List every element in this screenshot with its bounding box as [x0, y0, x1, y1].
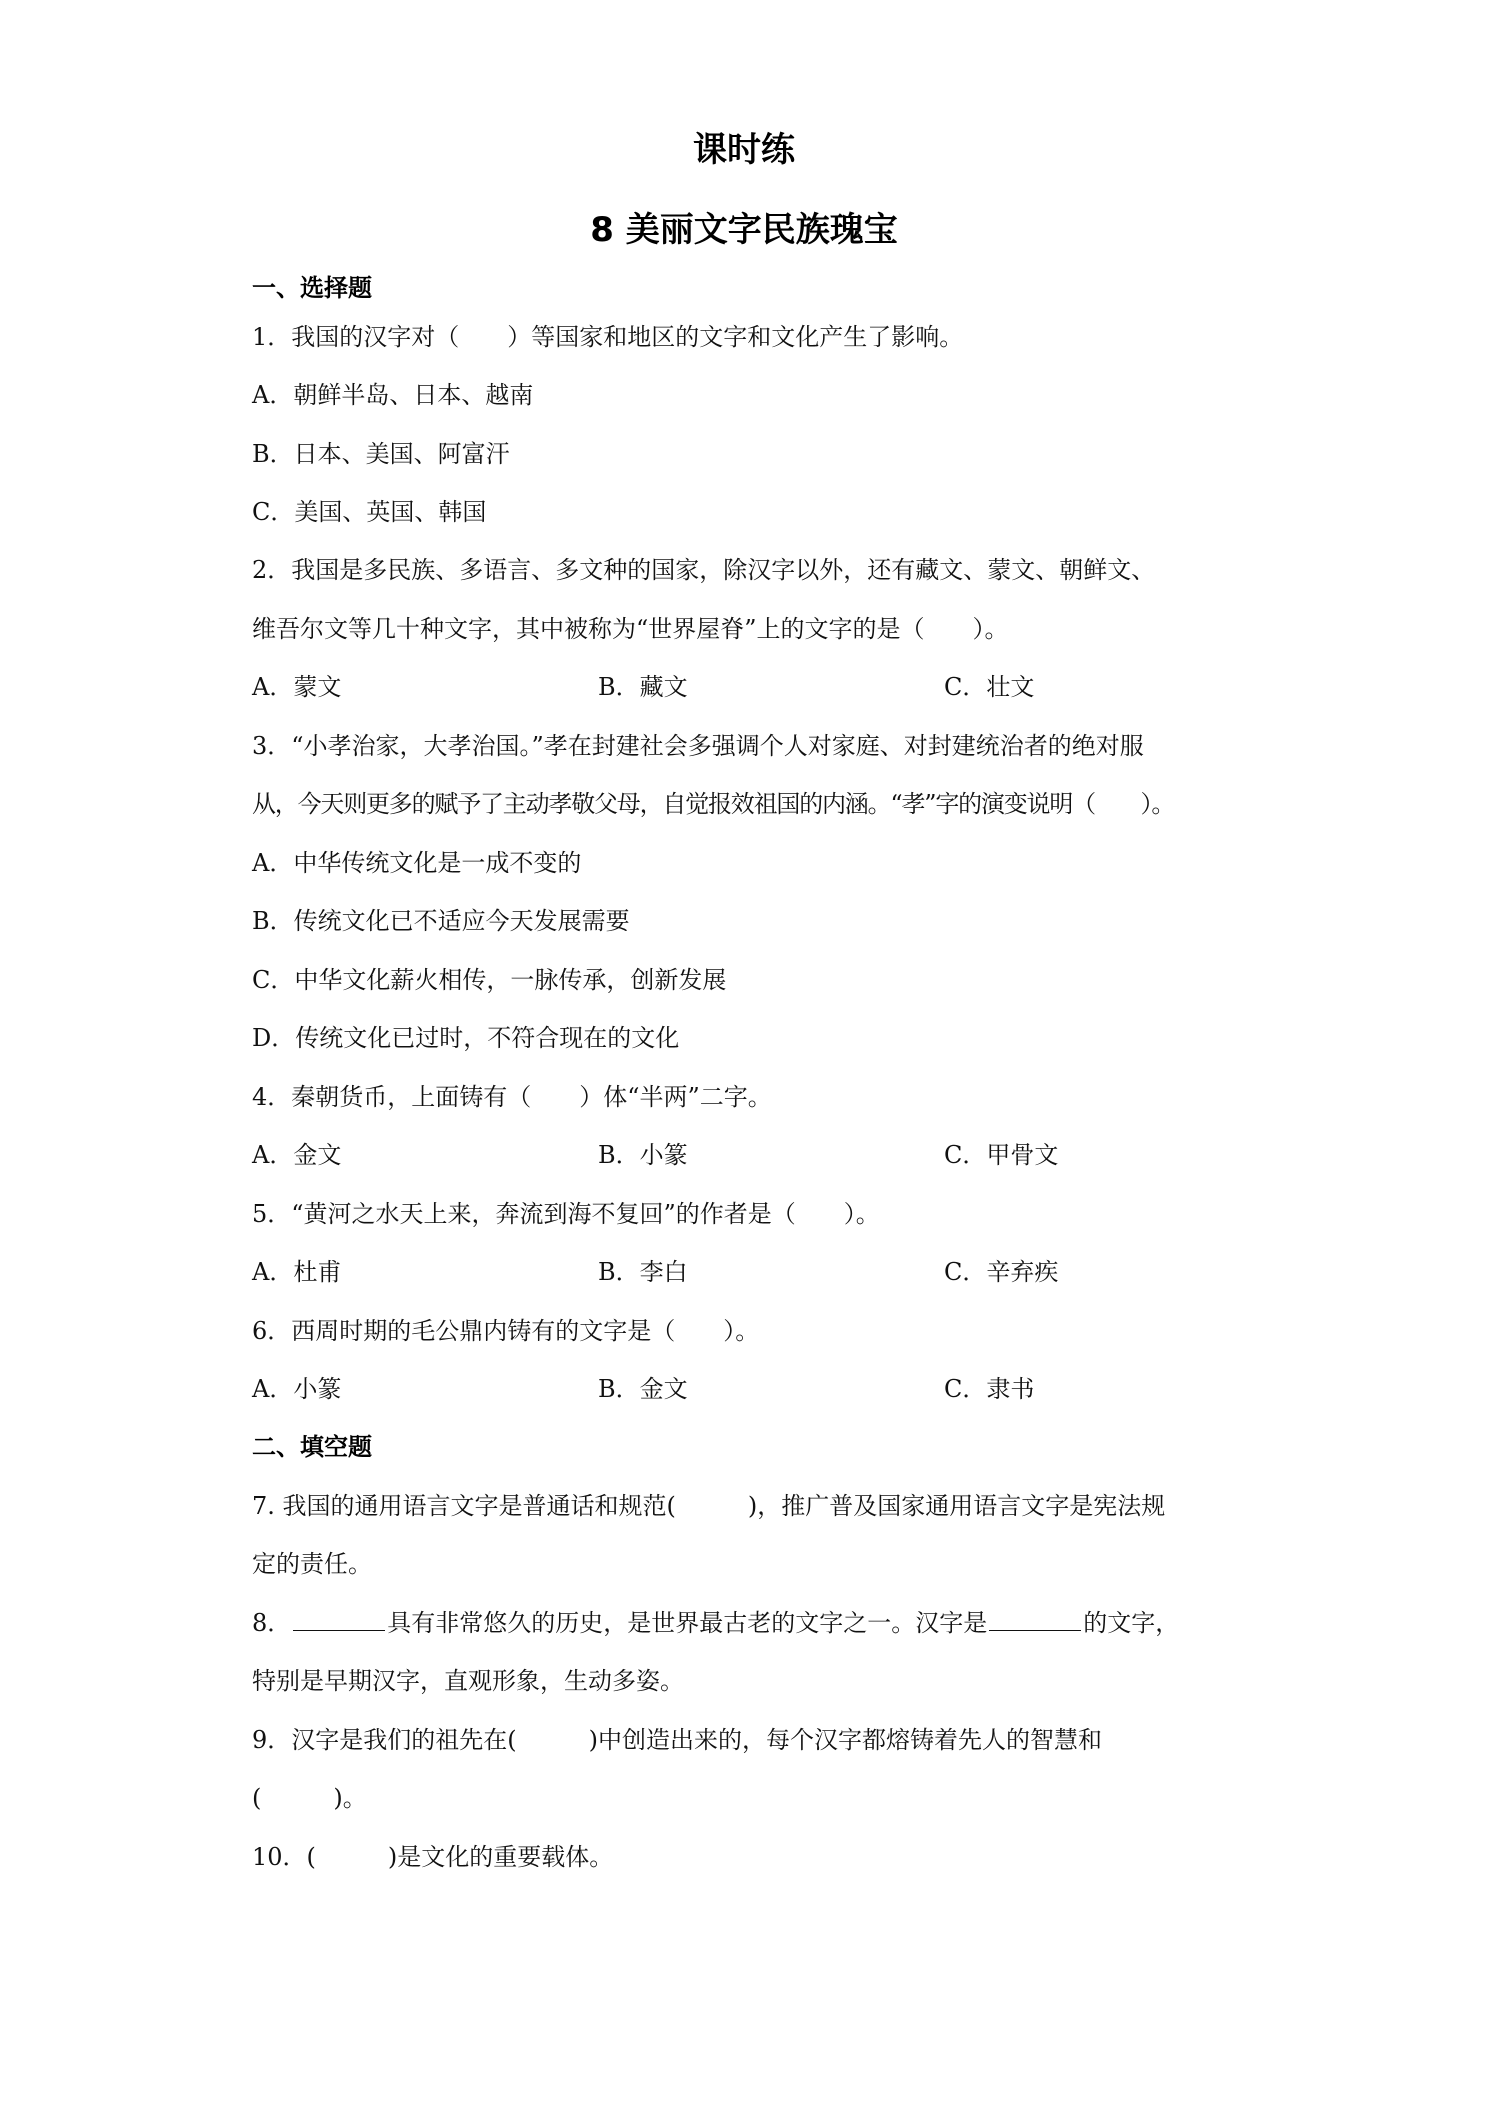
question-2-option-c: C．壮文: [944, 673, 1035, 701]
question-6-option-c: C．隶书: [944, 1375, 1035, 1403]
question-2-option-a: A．蒙文: [252, 673, 342, 701]
question-1-option-b: B．日本、美国、阿富汗: [252, 440, 510, 468]
question-3-option-a: A．中华传统文化是一成不变的: [252, 849, 582, 877]
question-8-number: 8．: [252, 1609, 292, 1637]
question-5-option-c: C．辛弃疾: [944, 1258, 1059, 1286]
question-2-line-1: 2．我国是多民族、多语言、多文种的国家，除汉字以外，还有藏文、蒙文、朝鲜文、: [252, 556, 1156, 584]
question-5-option-b: B．李白: [598, 1258, 688, 1286]
page-title: 课时练: [693, 130, 795, 170]
question-10: 10．( )是文化的重要载体。: [252, 1843, 614, 1871]
question-7-line-1: 7. 我国的通用语言文字是普通话和规范( )，推广普及国家通用语言文字是宪法规: [252, 1492, 1166, 1520]
question-8-text-middle: 具有非常悠久的历史，是世界最古老的文字之一。汉字是: [387, 1609, 988, 1637]
answer-blank[interactable]: [989, 1608, 1081, 1631]
question-6: 6．西周时期的毛公鼎内铸有的文字是（ ）。: [252, 1317, 760, 1345]
answer-blank[interactable]: [293, 1608, 385, 1631]
page-subtitle: 8 美丽文字民族瑰宝: [590, 210, 898, 250]
question-8-text-end: 的文字，: [1083, 1609, 1180, 1637]
question-8-line-1: [252, 1608, 1242, 1638]
question-5-option-a: A．杜甫: [252, 1258, 342, 1286]
question-3-option-d: D．传统文化已过时，不符合现在的文化: [252, 1024, 680, 1052]
question-1-option-c: C．美国、英国、韩国: [252, 498, 487, 526]
question-2-line-2: 维吾尔文等几十种文字，其中被称为“世界屋脊”上的文字的是（ ）。: [252, 615, 1009, 643]
question-3-option-b: B．传统文化已不适应今天发展需要: [252, 907, 630, 935]
question-4: 4．秦朝货币，上面铸有（ ）体“半两”二字。: [252, 1083, 772, 1111]
question-9-line-1: 9．汉字是我们的祖先在( )中创造出来的，每个汉字都熔铸着先人的智慧和: [252, 1726, 1102, 1754]
question-5: 5．“黄河之水天上来，奔流到海不复回”的作者是（ ）。: [252, 1200, 880, 1228]
section-heading-fill-blank: 二、填空题: [252, 1433, 372, 1461]
question-4-option-c: C．甲骨文: [944, 1141, 1059, 1169]
question-3-line-1: 3．“小孝治家，大孝治国。”孝在封建社会多强调个人对家庭、对封建统治者的绝对服: [252, 732, 1144, 760]
question-7-line-2: 定的责任。: [252, 1550, 372, 1578]
question-6-option-b: B．金文: [598, 1375, 688, 1403]
question-3-option-c: C．中华文化薪火相传，一脉传承，创新发展: [252, 966, 727, 994]
section-heading-choice: 一、选择题: [252, 274, 372, 302]
question-4-option-b: B．小篆: [598, 1141, 688, 1169]
question-8-line-2: 特别是早期汉字，直观形象，生动多姿。: [252, 1667, 684, 1695]
question-6-option-a: A．小篆: [252, 1375, 342, 1403]
question-1-option-a: A．朝鲜半岛、日本、越南: [252, 381, 534, 409]
question-4-option-a: A．金文: [252, 1141, 342, 1169]
question-9-line-2: ( )。: [252, 1784, 367, 1812]
question-1: 1．我国的汉字对（ ）等国家和地区的文字和文化产生了影响。: [252, 323, 964, 351]
question-2-option-b: B．藏文: [598, 673, 688, 701]
question-3-line-2: 从，今天则更多的赋予了主动孝敬父母，自觉报效祖国的内涵。“孝”字的演变说明（ ）。: [252, 790, 1175, 818]
